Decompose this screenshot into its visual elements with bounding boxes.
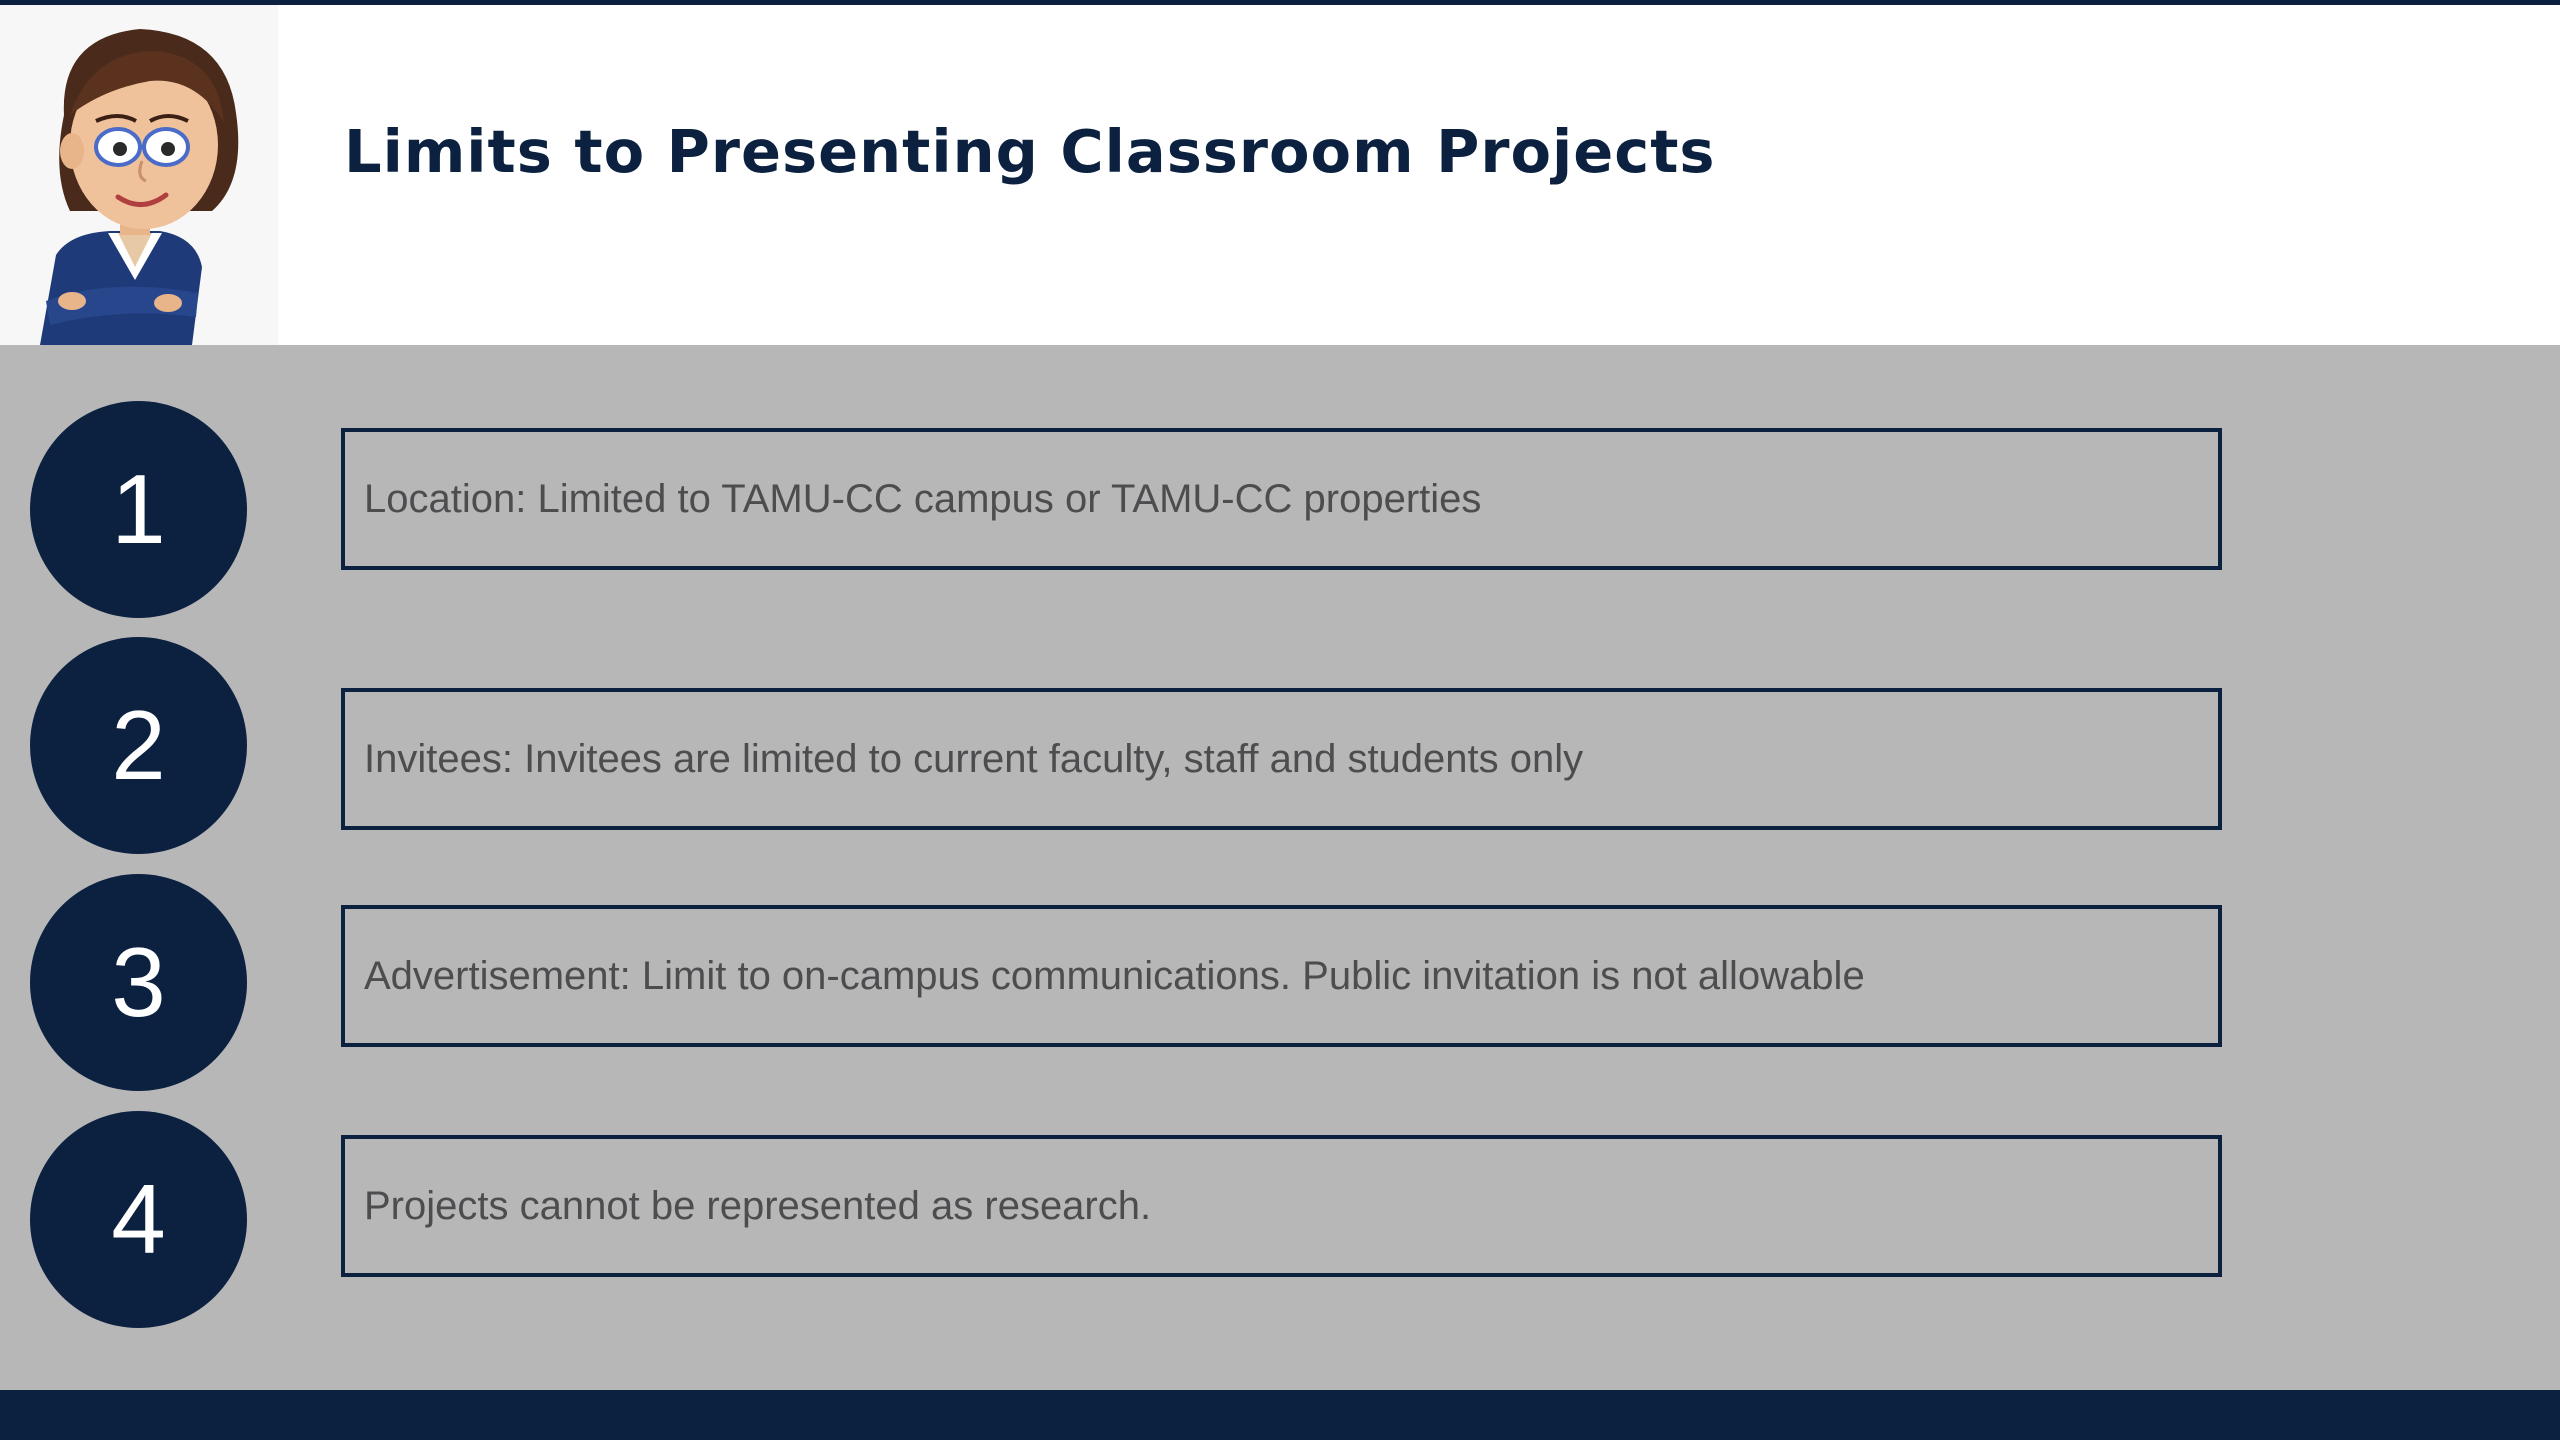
slide-title: Limits to Presenting Classroom Projects xyxy=(344,117,1716,186)
item-text-4: Projects cannot be represented as research. xyxy=(364,1183,1152,1228)
item-box-3 xyxy=(341,905,2222,1047)
number-badge-4: 4 xyxy=(30,1111,247,1328)
item-box-4 xyxy=(341,1135,2222,1277)
presenter-avatar-icon xyxy=(0,5,278,345)
item-text-1: Location: Limited to TAMU-CC campus or TAMU-CC properties xyxy=(364,476,1482,521)
number-badge-3: 3 xyxy=(30,874,247,1091)
footer-bar xyxy=(0,1390,2560,1440)
item-text-3: Advertisement: Limit to on-campus communications. Public invitation is not allowable xyxy=(364,953,1865,998)
item-box-1 xyxy=(341,428,2222,570)
number-badge-1: 1 xyxy=(30,401,247,618)
slide-header xyxy=(0,5,2560,345)
number-badge-2: 2 xyxy=(30,637,247,854)
item-box-2 xyxy=(341,688,2222,830)
item-text-2: Invitees: Invitees are limited to current faculty, staff and students only xyxy=(364,736,1584,781)
